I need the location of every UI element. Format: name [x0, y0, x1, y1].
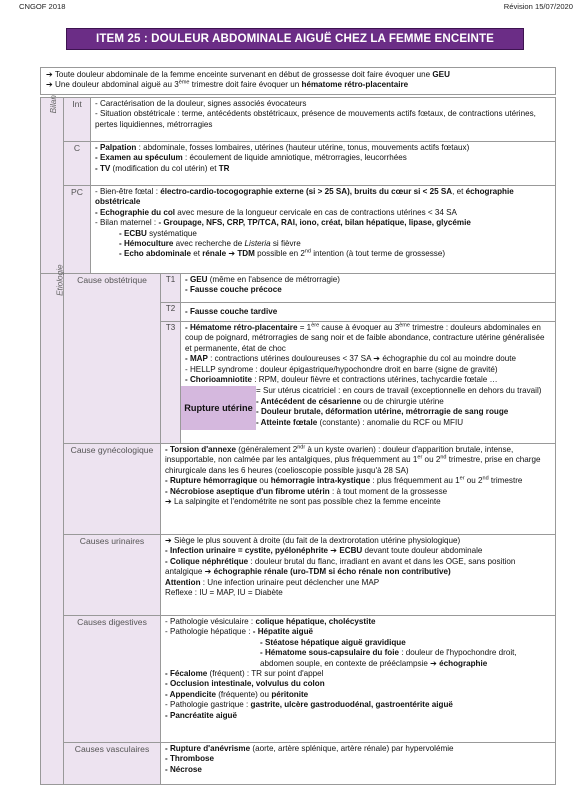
bilan-label: Bilan: [41, 98, 64, 274]
page-title: ITEM 25 : DOULEUR ABDOMINALE AIGUË CHEZ LA FEMME ENCEINTE: [66, 28, 524, 50]
t2-content: - Fausse couche tardive: [181, 303, 556, 322]
dig-content: - Pathologie vésiculaire : colique hépatique, cholécystite - Pathologie hépatique : - Hépatite aiguë - Stéatose hépatique aiguë gravidique - Hématome sous-capsulaire du foie : douleur de l'hypochondre droit, abdomen souple, en contexte de prééclampsie ➔ échographie - Fécalome (fréquent) : TR sur point d'appel - Occlusion intestinale, volvulus du colon - Appendicite (fréquente) ou péritonite - Pathologie gastrique : gastrite, ulcère gastroduodénal, gastroentérite aiguë - Pancréatite aiguë: [161, 616, 556, 743]
t3-label: T3: [161, 322, 181, 444]
int-label: Int: [64, 98, 91, 142]
header-right: Révision 15/07/2020: [503, 2, 573, 11]
dig-label: Causes digestives: [64, 616, 161, 743]
t1-label: T1: [161, 274, 181, 303]
intro-line-1: ➔ Toute douleur abdominale de la femme enceinte survenant en début de grossesse doit faire évoquer une GEU: [46, 70, 450, 79]
header-left: CNGOF 2018: [19, 2, 66, 11]
etiologie-label: Etiologie: [41, 274, 64, 785]
dig-row: [41, 616, 556, 743]
gyn-row: [41, 444, 556, 535]
gyn-label: Cause gynécologique: [64, 444, 161, 535]
int-content: - Caractérisation de la douleur, signes associés évocateurs - Situation obstétricale : terme, antécédents obstétricaux, présence de mouvements actifs fœtaux, de contractions utérines, pertes liquidiennes, métrorragies: [91, 98, 556, 142]
uri-content: ➔ Siège le plus souvent à droite (du fait de la dextrorotation utérine physiologique) - Infection urinaire = cystite, pyélonéphrite ➔ ECBU devant toute douleur abdominale - Colique néphrétique : douleur brutal du flanc, irradiant en avant et dans les OGE, sans position antalgique ➔ échographie rénale (uro-TDM si écho rénale non contributive) Attention : Une infection urinaire peut déclencher une MAP Reflexe : IU = MAP, IU = Diabète: [161, 535, 556, 616]
bilan-int-row: [41, 98, 556, 142]
main-table: [40, 97, 556, 785]
intro-box: [40, 67, 556, 95]
uri-label: Causes urinaires: [64, 535, 161, 616]
gyn-content: - Torsion d'annexe (généralement $2^{ndr}$ à un kyste ovarien) : douleur d'apparition brutale, intense, insupportable, non calmée par les antalgiques, plus fréquemment au 1er ou 2nd trimestre, prise en charge chirurgicale dans les 6 heures (coelioscopie possible jusqu'à 28 SA) - Rupture hémorragique ou hémorragie intra-kystique : plus fréquemment au 1er ou 2nd trimestre - Nécrobiose aseptique d'un fibrome utérin : à tout moment de la grossesse ➔ La salpingite et l'endométrite ne sont pas possible chez la femme enceinte: [161, 444, 556, 535]
vasc-content: - Rupture d'anévrisme (aorte, artère splénique, artère rénale) par hypervolémie - Thrombose - Nécrose: [161, 743, 556, 785]
bilan-pc-row: [41, 186, 556, 274]
c-label: C: [64, 142, 91, 186]
pc-content: - Bien-être fœtal : électro-cardio-tocogographie externe (si > 25 SA), bruits du cœur si < 25 SA, et échographie obstétricale - Echographie du col avec mesure de la longueur cervicale en cas de contractions utérines < 34 SA - Bilan maternel : - Groupage, NFS, CRP, TP/TCA, RAI, iono, créat, bilan hépatique, lipase, glycémie - ECBU systématique - Hémoculture avec recherche de Listeria si fièvre - Echo abdominale et rénale ➔ TDM possible en 2nd intention (à tout terme de grossesse): [91, 186, 556, 274]
t2-label: T2: [161, 303, 181, 322]
vasc-row: [41, 743, 556, 785]
obst-t1-row: [41, 274, 556, 303]
c-content: - Palpation : abdominale, fosses lombaires, utérines (hauteur utérine, tonus, mouvements actifs fœtaux) - Examen au spéculum : écoulement de liquide amniotique, métrorragies, leucorrhées - TV (modification du col utérin) et TR: [91, 142, 556, 186]
rupture-table: [181, 386, 555, 430]
bilan-c-row: [41, 142, 556, 186]
rupture-content: = Sur utérus cicatriciel : en cours de travail (exceptionnelle en dehors du travail) - Antécédent de césarienne ou de chirurgie utérine - Douleur brutale, déformation utérine, métrorragie de sang rouge - Atteinte fœtale (constante) : anomalie du RCF ou MFIU: [256, 386, 542, 427]
t3-content: - Hématome rétro-placentaire = 1ère cause à évoquer au 3ème trimestre : douleurs abdominales en coup de poignard, métrorragies de sang noir et de faible abondance, contracture utérine généralisée et permanente, état de choc - MAP : contractions utérines douloureuses < 37 SA ➔ échographie du col au moindre doute - HELLP syndrome : douleur épigastrique/hypochondre droit en barre (signe de gravité) - Chorioamniotite : RPM, douleur fièvre et contractions utérines, tachycardie fœtale … Rupture utérine = Sur utérus cicatriciel : en cours de travail (exceptionnelle en dehors du travail) - Antécédent de césarienne ou de chirurgie utérine - Douleur brutale, déformation utérine, métrorragie de sang rouge - Atteinte fœtale (constante) : anomalie du RCF ou MFIU: [181, 322, 556, 444]
pc-label: PC: [64, 186, 91, 274]
rupture-label: Rupture utérine: [181, 386, 256, 430]
obst-label: Cause obstétrique: [64, 274, 161, 444]
t1-content: - GEU (même en l'absence de métrorragie) - Fausse couche précoce: [181, 274, 556, 303]
vasc-label: Causes vasculaires: [64, 743, 161, 785]
intro-line-2: ➔ Une douleur abdominal aiguë au 3ème trimestre doit faire évoquer un hématome rétro-placentaire: [46, 79, 409, 90]
uri-row: [41, 535, 556, 616]
